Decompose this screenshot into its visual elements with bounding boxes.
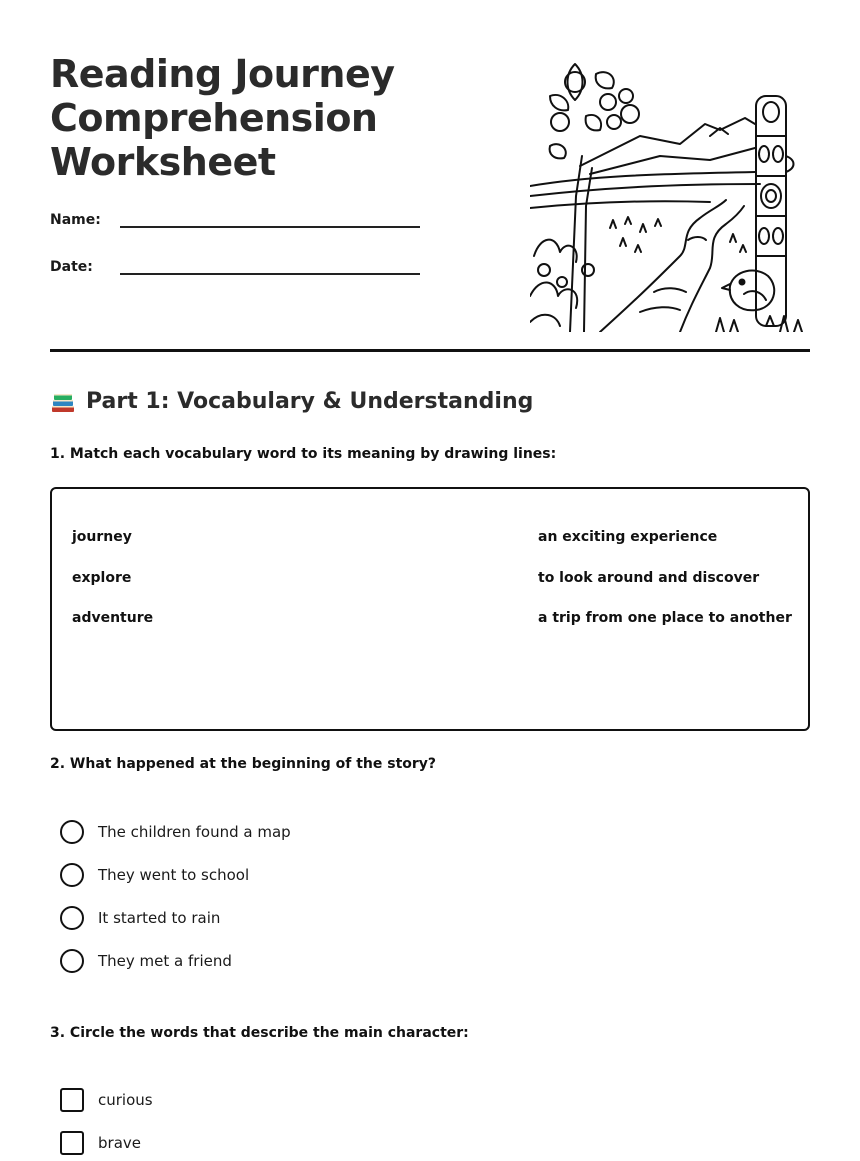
date-line[interactable] [120, 257, 420, 275]
question-3-prompt: 3. Circle the words that describe the main character: [50, 1025, 469, 1041]
name-field-row [50, 210, 420, 228]
date-field-row [50, 257, 420, 275]
vocab-word-journey[interactable]: journey [72, 529, 132, 545]
meaning-3[interactable]: a trip from one place to another [538, 610, 792, 626]
meaning-2[interactable]: to look around and discover [538, 570, 760, 586]
q2-option-label: The children found a map [98, 823, 291, 841]
q3-option [60, 1088, 153, 1112]
q2-option-label: It started to rain [98, 909, 221, 927]
part1-title: Part 1: Vocabulary & Understanding [86, 388, 534, 414]
radio-button[interactable] [60, 906, 84, 930]
checkbox[interactable] [60, 1088, 84, 1112]
q2-option [60, 820, 291, 844]
q2-option [60, 863, 249, 887]
q3-option-label: curious [98, 1091, 153, 1109]
question-1-prompt: 1. Match each vocabulary word to its meaning by drawing lines: [50, 446, 557, 462]
q2-option-label: They went to school [98, 866, 250, 884]
meaning-1[interactable]: an exciting experience [538, 529, 718, 545]
q2-option [60, 906, 220, 930]
date-label: Date: [50, 259, 93, 275]
part1-heading [50, 388, 533, 414]
q3-option-label: brave [98, 1134, 141, 1152]
vocab-word-explore[interactable]: explore [72, 570, 132, 586]
checkbox[interactable] [60, 1131, 84, 1155]
header-divider [50, 349, 810, 352]
q2-option [60, 949, 232, 973]
landscape-illustration [530, 56, 810, 332]
worksheet-title [50, 52, 490, 184]
radio-button[interactable] [60, 863, 84, 887]
q2-option-label: They met a friend [98, 952, 232, 970]
title-line-2: Comprehension [50, 96, 378, 140]
question-2-prompt: 2. What happened at the beginning of the story? [50, 756, 437, 772]
title-line-1: Reading Journey [50, 52, 395, 96]
name-label: Name: [50, 212, 101, 228]
matching-box [50, 487, 810, 731]
q3-option [60, 1131, 141, 1155]
name-line[interactable] [120, 210, 420, 228]
radio-button[interactable] [60, 949, 84, 973]
title-line-3: Worksheet [50, 140, 276, 184]
books-icon [50, 388, 76, 414]
worksheet-header [50, 52, 810, 352]
radio-button[interactable] [60, 820, 84, 844]
vocab-word-adventure[interactable]: adventure [72, 610, 154, 626]
